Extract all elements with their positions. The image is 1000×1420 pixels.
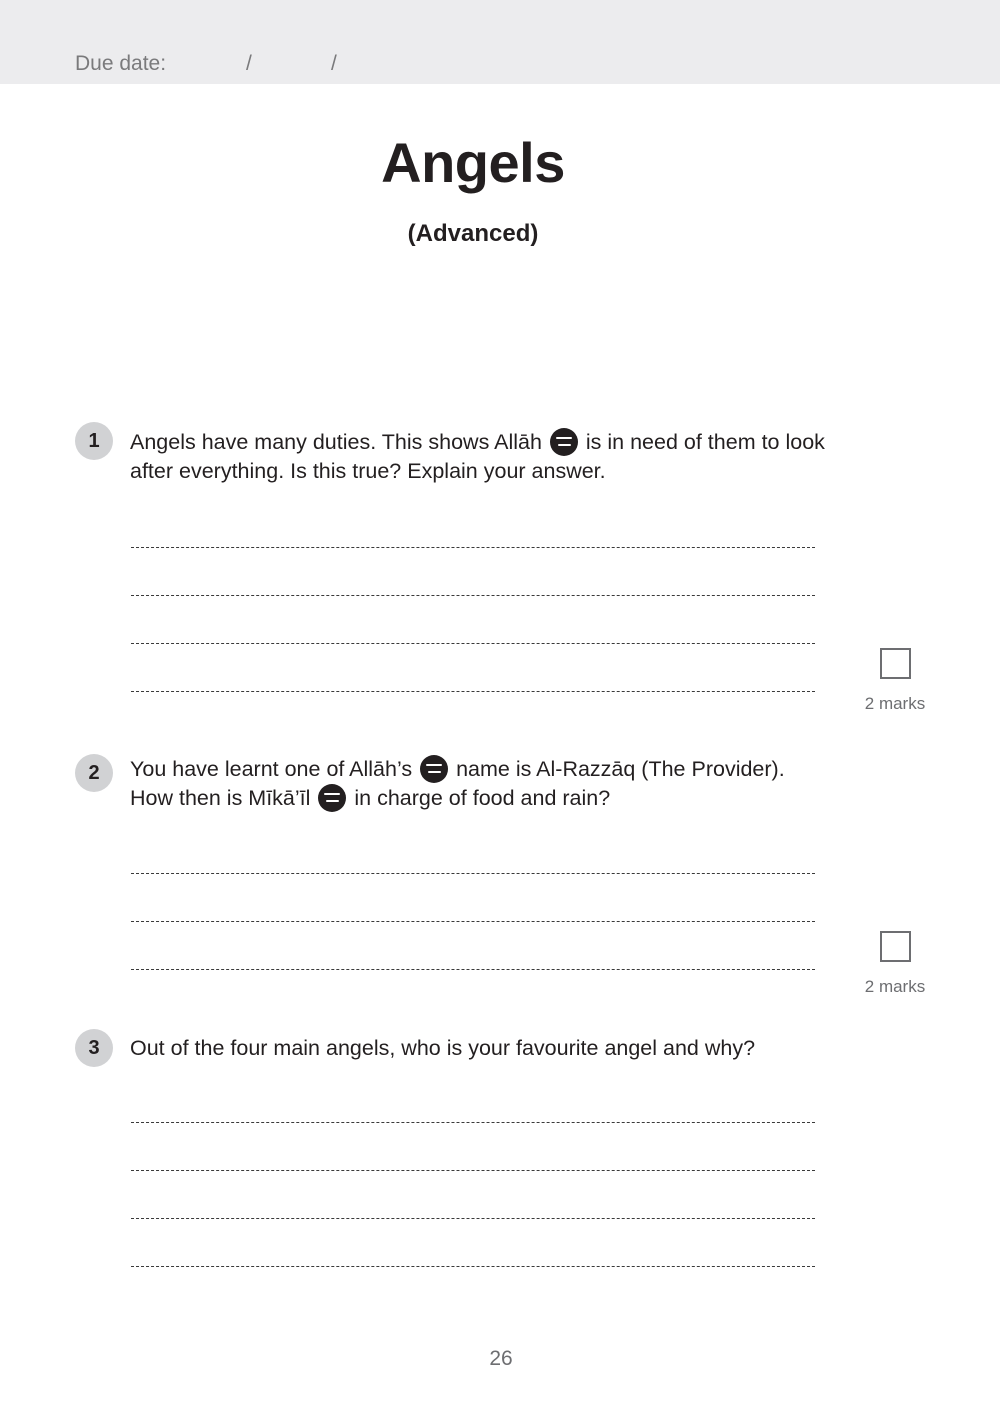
- question-1-text: [130, 428, 830, 486]
- answer-line[interactable]: [131, 873, 815, 874]
- page-title: Angels: [381, 131, 565, 194]
- question-number-2: 2: [75, 754, 113, 792]
- due-date-label: Due date:: [75, 52, 167, 75]
- honorific-seal-icon: [318, 784, 346, 812]
- due-date-slash: /: [331, 52, 337, 75]
- answer-line[interactable]: [131, 1170, 815, 1171]
- question-1-text-part: Angels have many duties. This shows Allāh: [130, 430, 542, 454]
- honorific-seal-icon: [420, 755, 448, 783]
- due-date-slash: /: [246, 52, 252, 75]
- answer-line[interactable]: [131, 1266, 815, 1267]
- marks-box[interactable]: [880, 931, 911, 962]
- answer-line[interactable]: [131, 691, 815, 692]
- answer-line[interactable]: [131, 921, 815, 922]
- answer-line[interactable]: [131, 969, 815, 970]
- question-2-text-part: How then is Mīkā’īl: [130, 786, 311, 810]
- page-number: 26: [489, 1347, 513, 1370]
- question-2-text: [130, 755, 830, 813]
- marks-label: 2 marks: [864, 694, 926, 713]
- honorific-seal-icon: [550, 428, 578, 456]
- answer-line[interactable]: [131, 1122, 815, 1123]
- question-number-3: 3: [75, 1029, 113, 1067]
- question-2-text-part: You have learnt one of Allāh’s: [130, 757, 413, 781]
- question-3-text: Out of the four main angels, who is your favourite angel and why?: [130, 1036, 756, 1060]
- question-number-1: 1: [75, 422, 113, 460]
- question-2-text-part: name is Al-Razzāq (The Provider).: [456, 757, 785, 781]
- marks-box[interactable]: [880, 648, 911, 679]
- answer-line[interactable]: [131, 1218, 815, 1219]
- marks-label: 2 marks: [864, 977, 926, 996]
- answer-line[interactable]: [131, 643, 815, 644]
- answer-line[interactable]: [131, 547, 815, 548]
- answer-line[interactable]: [131, 595, 815, 596]
- question-1-text-part: is in need of them to look after everything. Is this true? Explain your answer.: [130, 430, 825, 483]
- question-2-text-part: in charge of food and rain?: [354, 786, 611, 810]
- page-subtitle: (Advanced): [407, 220, 539, 247]
